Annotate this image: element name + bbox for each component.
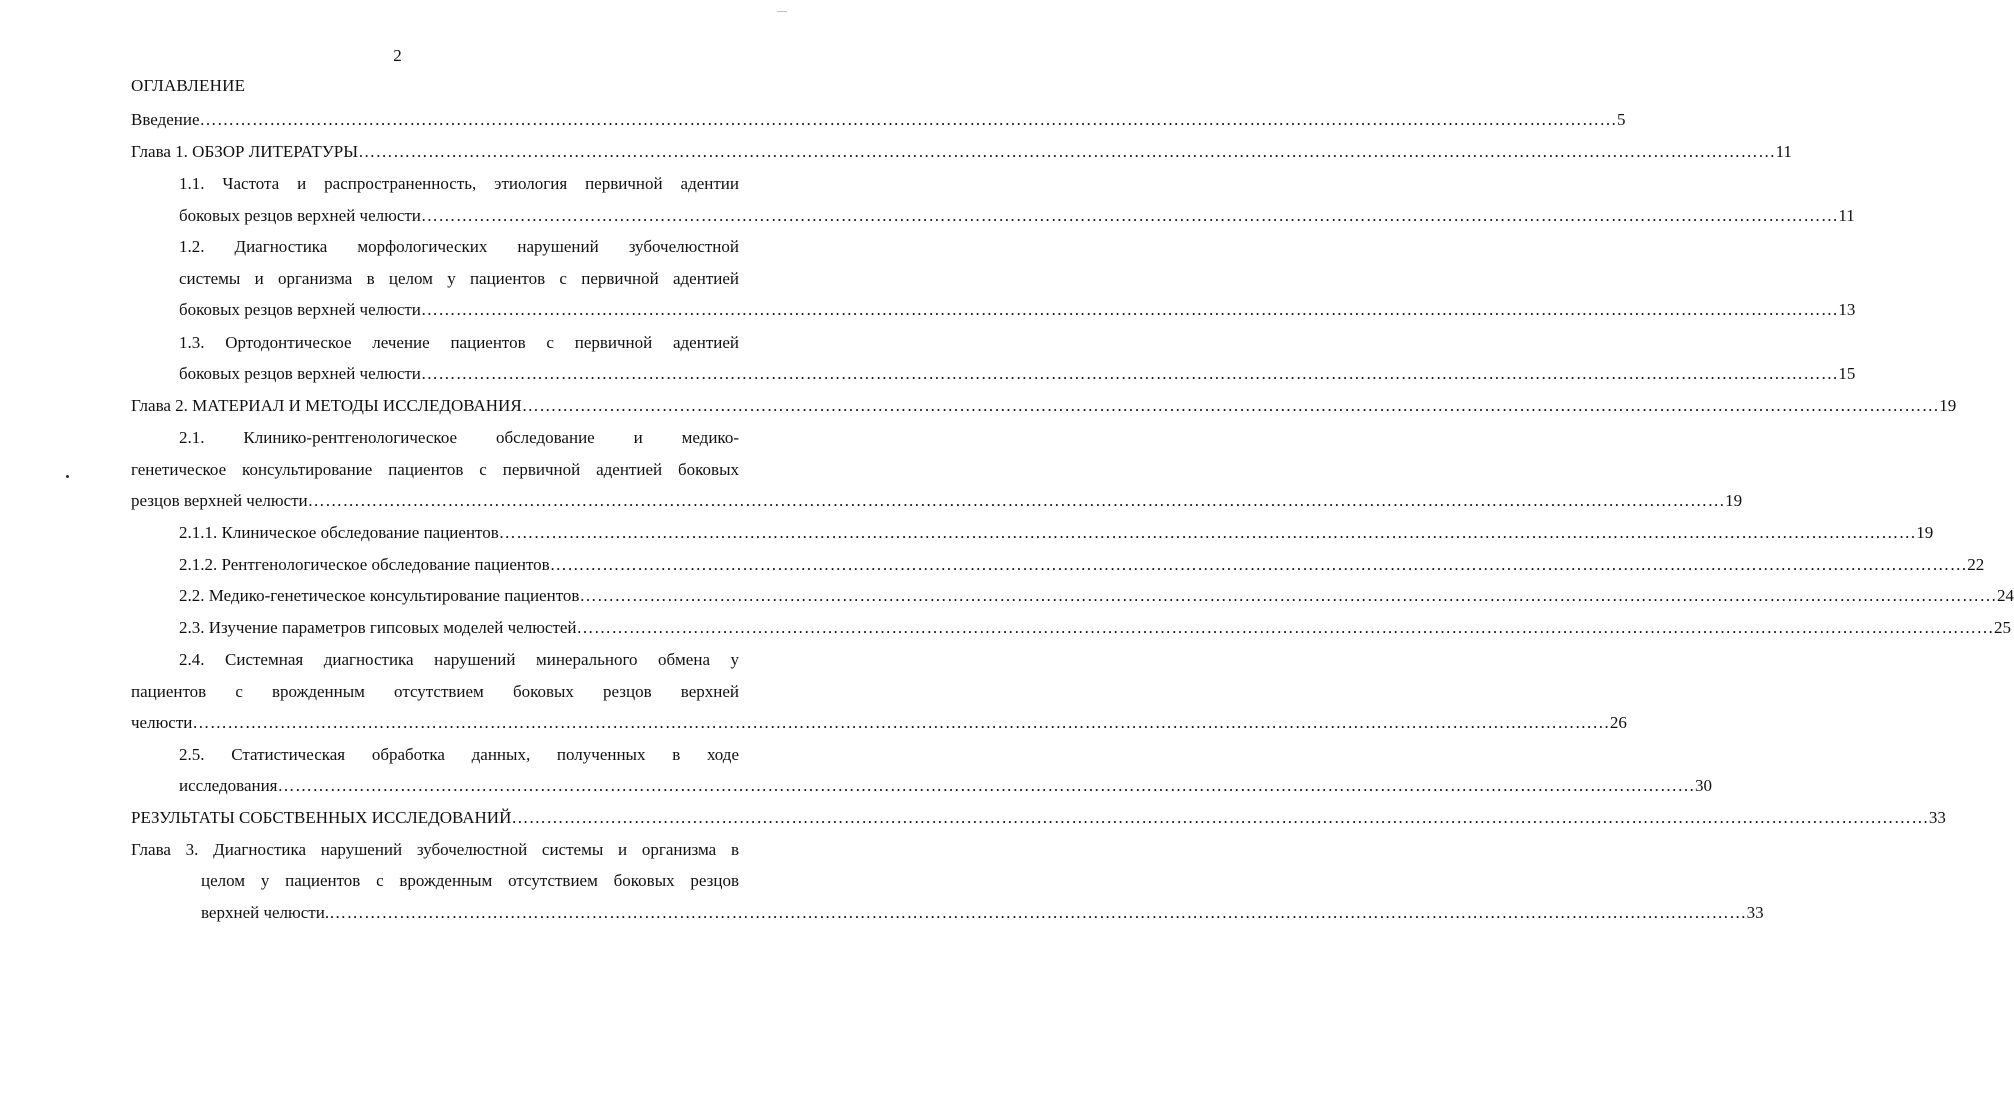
toc-entry-page: 13 — [1838, 300, 1856, 319]
toc-entry-page: 11 — [1775, 142, 1792, 161]
toc-entry-1-1-line1: 1.1. Частота и распространенность, этиология первичной адентии — [179, 174, 739, 193]
toc-entry-page: 5 — [1617, 110, 1626, 129]
page-number: 2 — [393, 46, 402, 65]
toc-entry-1-1 — [179, 204, 1855, 228]
toc-entry-2-4-line1: 2.4. Системная диагностика нарушений минерального обмена у — [179, 650, 739, 669]
toc-entry-page: 19 — [1725, 491, 1743, 510]
toc-entry-1-3 — [179, 362, 1856, 386]
toc-entry-text: челюсти — [131, 713, 193, 732]
toc-entry-chapter-2 — [131, 394, 1957, 418]
toc-entry-text: боковых резцов верхней челюсти — [179, 300, 421, 319]
toc-entry-text: 2.1.2. Рентгенологическое обследование пациентов — [179, 555, 550, 574]
toc-entry-page: 19 — [1916, 523, 1934, 542]
leader-dots: ……………………………………………………………………………………………………………………………………………………………………………………………………………………… — [420, 206, 1839, 225]
leader-dots: ……………………………………………………………………………………………………………………………………………………………………………………………………………………… — [511, 808, 1929, 827]
leader-dots: ……………………………………………………………………………………………………………………………………………………………………………………………………………………… — [549, 555, 1968, 574]
toc-entry-page: 15 — [1838, 364, 1856, 383]
leader-dots: ……………………………………………………………………………………………………………………………………………………………………………………………………………………… — [192, 713, 1610, 732]
toc-entry-page: 24 — [1996, 586, 2014, 605]
toc-entry-2-1-1 — [179, 521, 1934, 545]
toc-entry-2-4 — [131, 711, 1627, 735]
toc-entry-2-1-line1: 2.1. Клинико-рентгенологическое обследование и медико- — [179, 428, 739, 447]
leader-dots: ……………………………………………………………………………………………………………………………………………………………………………………………………………………… — [521, 396, 1940, 415]
leader-dots: ……………………………………………………………………………………………………………………………………………………………………………………………………………………… — [199, 110, 1618, 129]
toc-entry-2-4-line2: пациентов с врожденным отсутствием боковых резцов верхней — [131, 682, 739, 701]
toc-entry-chapter-3-line1: Глава 3. Диагностика нарушений зубочелюстной системы и организма в — [131, 840, 739, 859]
leader-dots: ……………………………………………………………………………………………………………………………………………………………………………………………………………………… — [498, 523, 1917, 542]
toc-entry-2-5-line1: 2.5. Статистическая обработка данных, полученных в ходе — [179, 745, 739, 764]
toc-title: ОГЛАВЛЕНИЕ — [131, 76, 246, 95]
leader-dots: ……………………………………………………………………………………………………………………………………………………………………………………………………………………… — [329, 903, 1747, 922]
toc-entry-2-1-2 — [179, 553, 1985, 577]
toc-entry-text: Глава 2. МАТЕРИАЛ И МЕТОДЫ ИССЛЕДОВАНИЯ — [131, 396, 522, 415]
scan-speck — [66, 475, 69, 478]
toc-entry-1-3-line1: 1.3. Ортодонтическое лечение пациентов с первичной адентией — [179, 333, 739, 352]
leader-dots: ……………………………………………………………………………………………………………………………………………………………………………………………………………………… — [579, 586, 1997, 605]
leader-dots: ……………………………………………………………………………………………………………………………………………………………………………………………………………………… — [576, 618, 1995, 637]
toc-entry-results — [131, 806, 1946, 830]
toc-entry-text: 2.3. Изучение параметров гипсовых моделей челюстей — [179, 618, 577, 637]
toc-entry-1-2-line1: 1.2. Диагностика морфологических нарушений зубочелюстной — [179, 237, 739, 256]
corner-mark: — — [777, 6, 787, 17]
toc-entry-page: 30 — [1695, 776, 1713, 795]
toc-entry-text: Глава 1. ОБЗОР ЛИТЕРАТУРЫ — [131, 142, 359, 161]
toc-entry-text: РЕЗУЛЬТАТЫ СОБСТВЕННЫХ ИССЛЕДОВАНИЙ — [131, 808, 512, 827]
toc-entry-page: 26 — [1609, 713, 1627, 732]
toc-entry-1-2-line2: системы и организма в целом у пациентов с первичной адентией — [179, 269, 739, 288]
toc-entry-page: 25 — [1994, 618, 2012, 637]
toc-entry-chapter-3 — [201, 901, 1764, 925]
toc-entry-page: 22 — [1967, 555, 1985, 574]
toc-entry-2-1 — [131, 489, 1743, 513]
toc-entry-page: 33 — [1928, 808, 1946, 827]
toc-entry-text: 2.1.1. Клиническое обследование пациентов — [179, 523, 499, 542]
toc-entry-2-3 — [179, 616, 2012, 640]
toc-entry-text: 2.2. Медико-генетическое консультирование пациентов — [179, 586, 580, 605]
toc-entry-text: Введение — [131, 110, 200, 129]
toc-entry-chapter-1 — [131, 140, 1792, 164]
leader-dots: ……………………………………………………………………………………………………………………………………………………………………………………………………………………… — [277, 776, 1696, 795]
toc-entry-2-1-line2: генетическое консультирование пациентов с первичной адентией боковых — [131, 460, 739, 479]
toc-entry-text: исследования — [179, 776, 278, 795]
toc-entry-1-2 — [179, 298, 1856, 322]
toc-entry-2-5 — [179, 774, 1713, 798]
toc-entry-text: резцов верхней челюсти — [131, 491, 308, 510]
toc-entry-text: верхней челюсти. — [201, 903, 330, 922]
toc-entry-text: боковых резцов верхней челюсти — [179, 206, 421, 225]
leader-dots: ……………………………………………………………………………………………………………………………………………………………………………………………………………………… — [420, 364, 1839, 383]
toc-entry-intro — [131, 108, 1626, 132]
leader-dots: ……………………………………………………………………………………………………………………………………………………………………………………………………………………… — [307, 491, 1726, 510]
toc-entry-text: боковых резцов верхней челюсти — [179, 364, 421, 383]
toc-entry-page: 19 — [1939, 396, 1957, 415]
toc-entry-page: 33 — [1746, 903, 1764, 922]
leader-dots: ……………………………………………………………………………………………………………………………………………………………………………………………………………………… — [358, 142, 1776, 161]
toc-entry-2-2 — [179, 584, 2014, 608]
toc-entry-page: 11 — [1838, 206, 1855, 225]
leader-dots: ……………………………………………………………………………………………………………………………………………………………………………………………………………………… — [420, 300, 1839, 319]
toc-entry-chapter-3-line2: целом у пациентов с врожденным отсутствием боковых резцов — [201, 871, 739, 890]
